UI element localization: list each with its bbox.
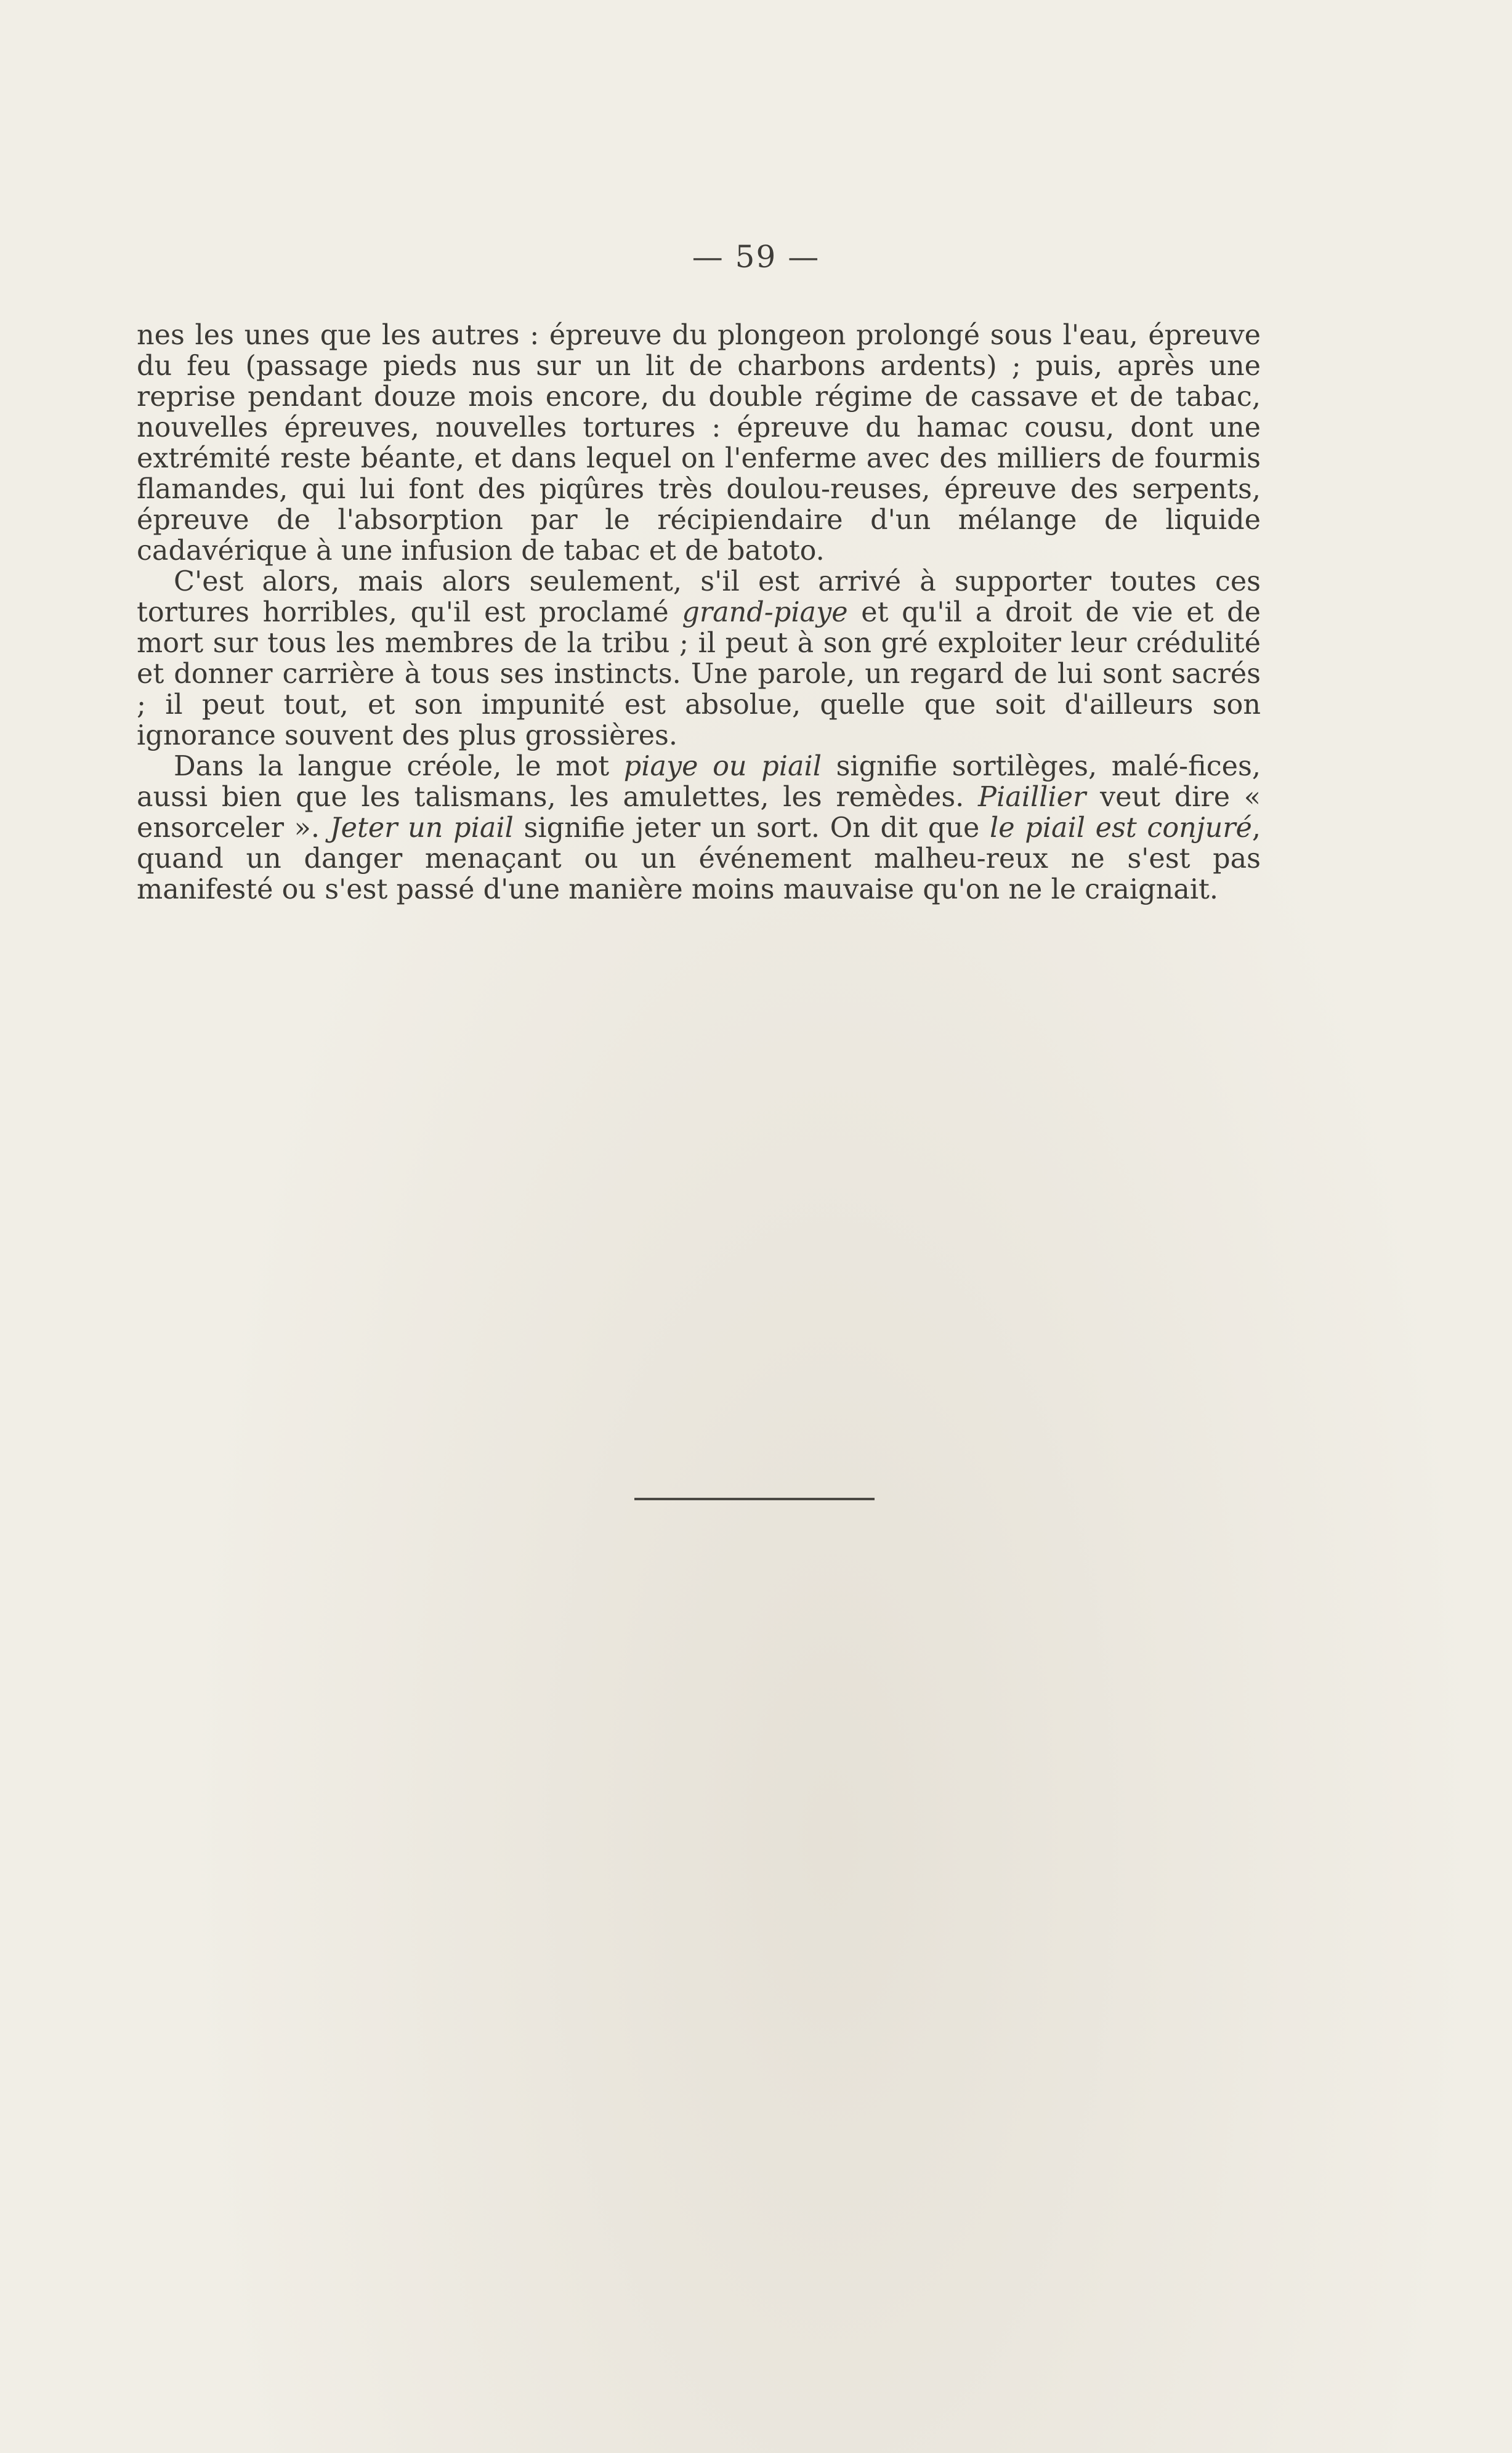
page-number: — 59 —: [692, 239, 820, 275]
paragraph-1: [137, 320, 1261, 567]
body-text: [137, 320, 1261, 905]
term-piaillier: Piaillier: [978, 782, 1086, 813]
paragraph-2-text-b: et qu'il a droit de vie et de mort sur tous les membres de la tribu ; il peut à son gré exploiter leur crédulité et donner carrière à tous ses instincts. Une parole, un regard de lui sont sacrés ; il peut tout, et son impunité est absolue, quelle que soit d'ailleurs son ignorance souvent des plus grossières.: [137, 597, 1261, 751]
term-jeter-un-piail: Jeter un piail: [329, 812, 514, 844]
paragraph-3: [137, 751, 1261, 905]
term-piail-conjure: le piail est conjuré: [989, 812, 1252, 844]
term-grand-piaye: grand-piaye: [682, 597, 848, 628]
paragraph-3-text-d: signifie jeter un sort. On dit que: [513, 812, 990, 844]
paragraph-2-text-a: C'est alors, mais alors seulement, s'il est arrivé à supporter toutes ces tortures horribles, qu'il est proclamé: [137, 566, 1261, 628]
horizontal-rule: [634, 1498, 875, 1500]
paragraph-3-text-c: veut dire « ensorceler ».: [137, 782, 1261, 844]
paragraph-1-text: nes les unes que les autres : épreuve du plongeon prolongé sous l'eau, épreuve du feu (passage pieds nus sur un lit de charbons ardents) ; puis, après une reprise pendant douze mois encore, du double régime de cassave et de tabac, nouvelles épreuves, nouvelles tortures : épreuve du hamac cousu, dont une extrémité reste béante, et dans lequel on l'enferme avec des milliers de fourmis flamandes, qui lui font des piqûres très doulou-reuses, épreuve des serpents, épreuve de l'absorption par le récipiendaire d'un mélange de liquide cadavérique à une infusion de tabac et de batoto.: [137, 320, 1261, 567]
paragraph-3-text-e: , quand un danger menaçant ou un événement malheu-reux ne s'est pas manifesté ou s'est passé d'une manière moins mauvaise qu'on ne le craignait.: [137, 812, 1261, 905]
paragraph-3-text-b: signifie sortilèges, malé-fices, aussi bien que les talismans, les amulettes, les remèdes.: [137, 751, 1261, 813]
paragraph-3-text-a: Dans la langue créole, le mot: [174, 751, 624, 782]
paragraph-2: [137, 567, 1261, 751]
term-piaye-ou-piail: piaye ou piail: [623, 751, 822, 782]
